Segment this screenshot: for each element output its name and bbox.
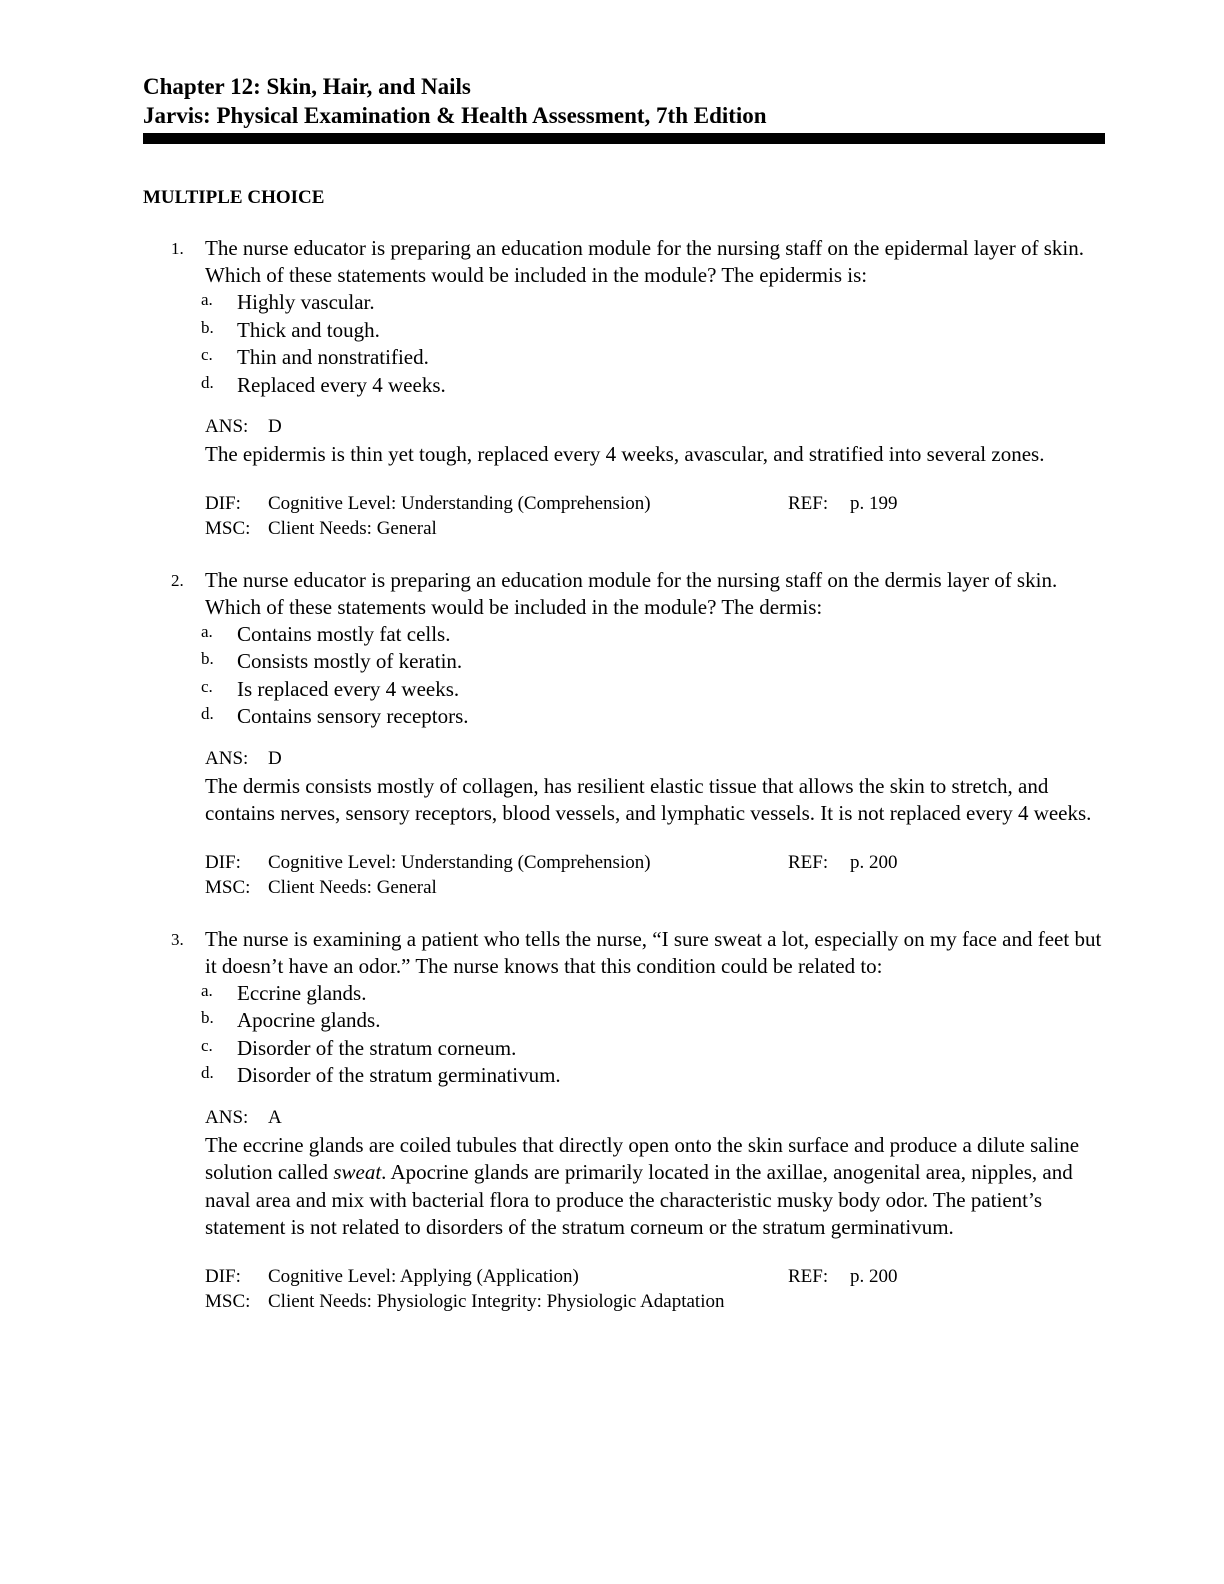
- msc-label: MSC:: [205, 517, 251, 539]
- option-b: [201, 317, 1105, 345]
- option-text: Is replaced every 4 weeks.: [237, 676, 460, 701]
- option-text: Thick and tough.: [237, 317, 380, 342]
- option-b: [201, 648, 1105, 676]
- chapter-title: Chapter 12: Skin, Hair, and Nails: [143, 74, 471, 99]
- option-text: Disorder of the stratum corneum.: [237, 1035, 517, 1060]
- option-letter: a.: [201, 980, 213, 1000]
- question-stem: The nurse educator is preparing an education module for the nursing staff on the dermis layer of skin. Which of these statements would be included in the module? The dermis:: [205, 567, 1058, 619]
- msc-row: [205, 516, 1105, 541]
- question-number: 2.: [171, 570, 184, 590]
- option-text: Contains mostly fat cells.: [237, 621, 451, 646]
- question-stem: The nurse is examining a patient who tells the nurse, “I sure sweat a lot, especially on my face and feet but it doesn’t have an odor.” The nurse knows that this condition could be related to:: [205, 926, 1102, 978]
- option-letter: b.: [201, 317, 214, 337]
- answer-value: A: [268, 1106, 282, 1128]
- option-letter: d.: [201, 704, 214, 723]
- option-text: Consists mostly of keratin.: [237, 649, 463, 673]
- dif-value: Cognitive Level: Understanding (Comprehension): [268, 851, 651, 873]
- option-d: [201, 1062, 1105, 1090]
- question-number: 3.: [171, 929, 184, 949]
- option-letter: b.: [201, 1008, 214, 1027]
- msc-value: Client Needs: General: [268, 517, 437, 539]
- option-text: Highly vascular.: [237, 290, 375, 314]
- msc-value: Client Needs: General: [268, 876, 437, 898]
- option-d: [201, 703, 1105, 731]
- dif-row: [205, 491, 1105, 516]
- option-letter: c.: [201, 345, 213, 364]
- option-letter: a.: [201, 290, 213, 309]
- answer-options: [201, 289, 1105, 399]
- header-divider: [143, 133, 1105, 144]
- dif-row: [205, 1264, 1105, 1289]
- ref-value: p. 199: [850, 492, 898, 514]
- msc-row: [205, 1289, 1105, 1314]
- option-c: [201, 1035, 1105, 1063]
- rationale: [205, 441, 1105, 469]
- option-d: [201, 372, 1105, 400]
- question-2: [143, 567, 1105, 900]
- answer-label: ANS:: [205, 1106, 249, 1128]
- section-heading: MULTIPLE CHOICE: [143, 187, 325, 208]
- answer-label: ANS:: [205, 747, 249, 769]
- option-text: Disorder of the stratum germinativum.: [237, 1063, 561, 1087]
- option-a: [201, 980, 1105, 1008]
- option-letter: a.: [201, 621, 213, 641]
- option-text: Apocrine glands.: [237, 1008, 381, 1032]
- dif-label: DIF:: [205, 1265, 241, 1287]
- msc-value: Client Needs: Physiologic Integrity: Physiologic Adaptation: [268, 1290, 725, 1312]
- ref-label: REF:: [788, 1265, 829, 1287]
- question-1: [143, 235, 1105, 541]
- question-stem: The nurse educator is preparing an education module for the nursing staff on the epidermal layer of skin. Which of these statements would be included in the module? The epidermis is:: [205, 236, 1084, 287]
- option-b: [201, 1007, 1105, 1035]
- option-text: Eccrine glands.: [237, 980, 367, 1005]
- option-letter: d.: [201, 1063, 214, 1082]
- msc-label: MSC:: [205, 876, 251, 898]
- answer-key: [205, 415, 1105, 439]
- rationale-text-start: The eccrine glands are coiled tubules that directly open onto the skin surface and produce a dilute saline solution called: [205, 1132, 1080, 1184]
- ref-label: REF:: [788, 851, 829, 873]
- dif-value: Cognitive Level: Understanding (Comprehension): [268, 492, 651, 514]
- answer-value: D: [268, 747, 282, 769]
- option-a: [201, 621, 1105, 649]
- rationale-emphasis: sweat: [333, 1160, 382, 1184]
- dif-label: DIF:: [205, 492, 241, 514]
- answer-key: [205, 747, 1105, 771]
- option-text: Thin and nonstratified.: [237, 345, 429, 369]
- answer-key: [205, 1106, 1105, 1130]
- dif-label: DIF:: [205, 851, 241, 873]
- rationale: [205, 773, 1105, 828]
- question-number: 1.: [171, 239, 184, 258]
- answer-label: ANS:: [205, 416, 249, 437]
- question-metadata: [205, 491, 1105, 541]
- answer-options: [201, 980, 1105, 1090]
- option-letter: b.: [201, 649, 214, 668]
- ref-value: p. 200: [850, 851, 898, 873]
- document-page: [143, 72, 1105, 1314]
- option-text: Replaced every 4 weeks.: [237, 372, 446, 397]
- option-text: Contains sensory receptors.: [237, 704, 469, 728]
- ref-value: p. 200: [850, 1265, 898, 1287]
- dif-row: [205, 850, 1105, 875]
- option-letter: c.: [201, 676, 213, 696]
- question-metadata: [205, 1264, 1105, 1314]
- ref-label: REF:: [788, 492, 829, 514]
- dif-value: Cognitive Level: Applying (Application): [268, 1265, 579, 1287]
- msc-label: MSC:: [205, 1290, 251, 1312]
- option-c: [201, 676, 1105, 704]
- option-c: [201, 344, 1105, 372]
- rationale: [205, 1132, 1105, 1242]
- option-letter: c.: [201, 1035, 213, 1055]
- rationale-text: The epidermis is thin yet tough, replaced every 4 weeks, avascular, and stratified into several zones.: [205, 442, 1045, 466]
- rationale-text-end: . Apocrine glands are primarily located in the axillae, anogenital area, nipples, and naval area and mix with bacterial flora to produce the characteristic musky body odor. The patient’s statement is not related to disorders of the stratum corneum or the stratum germinativum.: [205, 1160, 1073, 1239]
- option-letter: d.: [201, 372, 214, 392]
- option-a: [201, 289, 1105, 317]
- book-title: Jarvis: Physical Examination & Health Assessment, 7th Edition: [143, 103, 767, 128]
- answer-value: D: [268, 416, 282, 437]
- answer-options: [201, 621, 1105, 731]
- question-metadata: [205, 850, 1105, 900]
- msc-row: [205, 875, 1105, 900]
- rationale-text: The dermis consists mostly of collagen, has resilient elastic tissue that allows the skin to stretch, and contains nerves, sensory receptors, blood vessels, and lymphatic vessels. It is not replaced every 4 weeks.: [205, 773, 1092, 825]
- question-3: [143, 926, 1105, 1314]
